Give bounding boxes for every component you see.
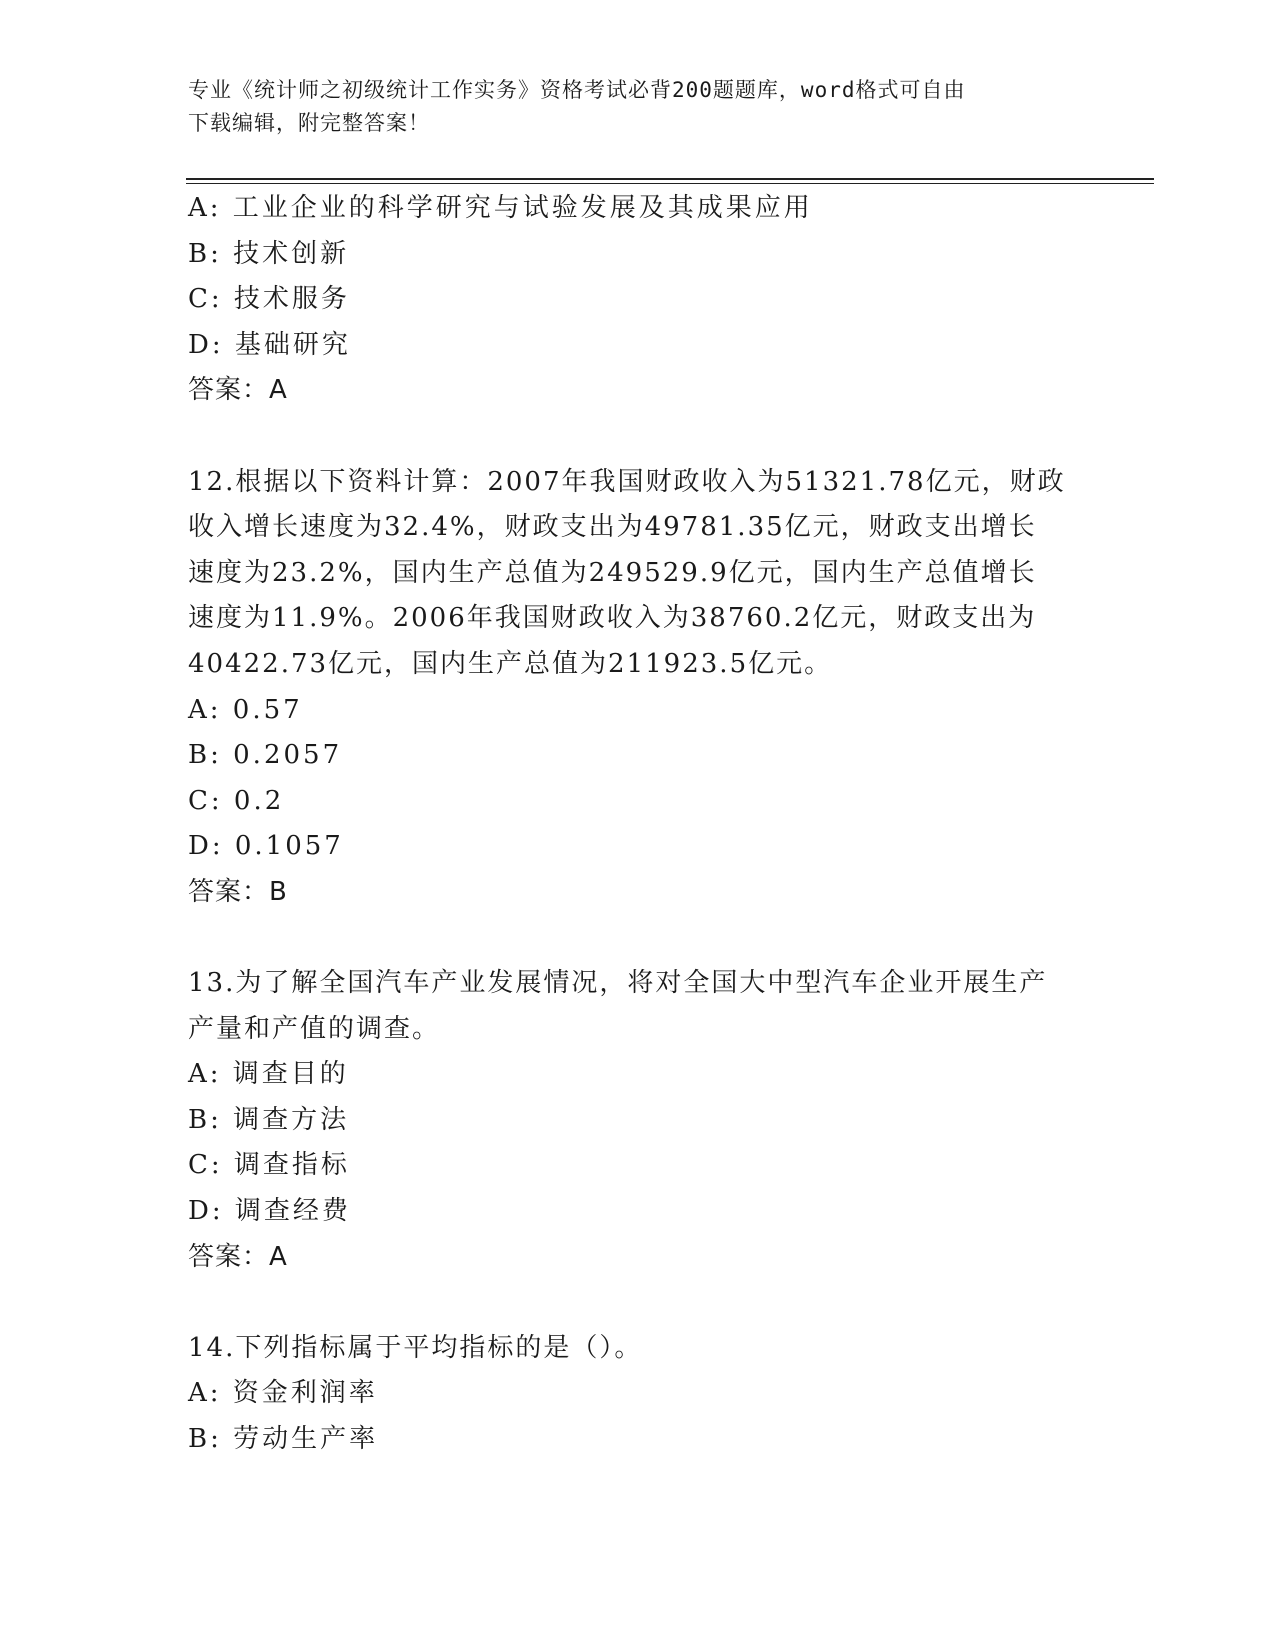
question-stem-line: 13.为了解全国汽车产业发展情况，将对全国大中型汽车企业开展生产 xyxy=(188,968,1048,999)
option-b: B: 技术创新 xyxy=(188,238,350,269)
option-d: D: 0.1057 xyxy=(188,831,344,862)
question-stem-line: 14.下列指标属于平均指标的是（）。 xyxy=(188,1332,643,1363)
option-a: A: 0.57 xyxy=(188,694,303,725)
option-d: D: 调查经费 xyxy=(188,1196,351,1227)
header-divider-thick xyxy=(186,178,1154,180)
option-c: C: 技术服务 xyxy=(188,284,350,315)
answer: 答案：A xyxy=(188,375,288,406)
header-line-1: 专业《统计师之初级统计工作实务》资格考试必背200题题库，word格式可自由 xyxy=(188,78,966,102)
option-c: C: 调查指标 xyxy=(188,1150,350,1181)
option-b: B: 劳动生产率 xyxy=(188,1424,379,1455)
question-11 xyxy=(188,186,1088,414)
question-stem-line: 速度为23.2%，国内生产总值为249529.9亿元，国内生产总值增长 xyxy=(188,557,1037,588)
question-12 xyxy=(188,460,1088,916)
question-13 xyxy=(188,961,1088,1280)
spacer xyxy=(188,1280,1088,1326)
header-line-2: 下载编辑，附完整答案！ xyxy=(188,111,430,135)
question-stem-line: 产量和产值的调查。 xyxy=(188,1013,441,1044)
answer: 答案：A xyxy=(188,1241,288,1272)
question-stem-line: 速度为11.9%。2006年我国财政收入为38760.2亿元，财政支出为 xyxy=(188,603,1037,634)
question-14 xyxy=(188,1326,1088,1463)
question-stem-line: 12.根据以下资料计算：2007年我国财政收入为51321.78亿元，财政 xyxy=(188,466,1066,497)
spacer xyxy=(188,916,1088,962)
option-a: A: 资金利润率 xyxy=(188,1378,378,1409)
question-stem-line: 40422.73亿元，国内生产总值为211923.5亿元。 xyxy=(188,648,833,679)
document-header xyxy=(188,74,1068,140)
option-b: B: 0.2057 xyxy=(188,740,343,771)
header-divider-thin xyxy=(186,183,1154,184)
option-d: D: 基础研究 xyxy=(188,329,351,360)
option-a: A: 工业企业的科学研究与试验发展及其成果应用 xyxy=(188,193,813,223)
answer: 答案：B xyxy=(188,876,288,907)
question-stem-line: 收入增长速度为32.4%，财政支出为49781.35亿元，财政支出增长 xyxy=(188,512,1037,543)
question-list xyxy=(188,186,1088,1463)
spacer xyxy=(188,414,1088,460)
option-b: B: 调查方法 xyxy=(188,1104,350,1135)
option-c: C: 0.2 xyxy=(188,785,285,816)
option-a: A: 调查目的 xyxy=(188,1059,349,1090)
